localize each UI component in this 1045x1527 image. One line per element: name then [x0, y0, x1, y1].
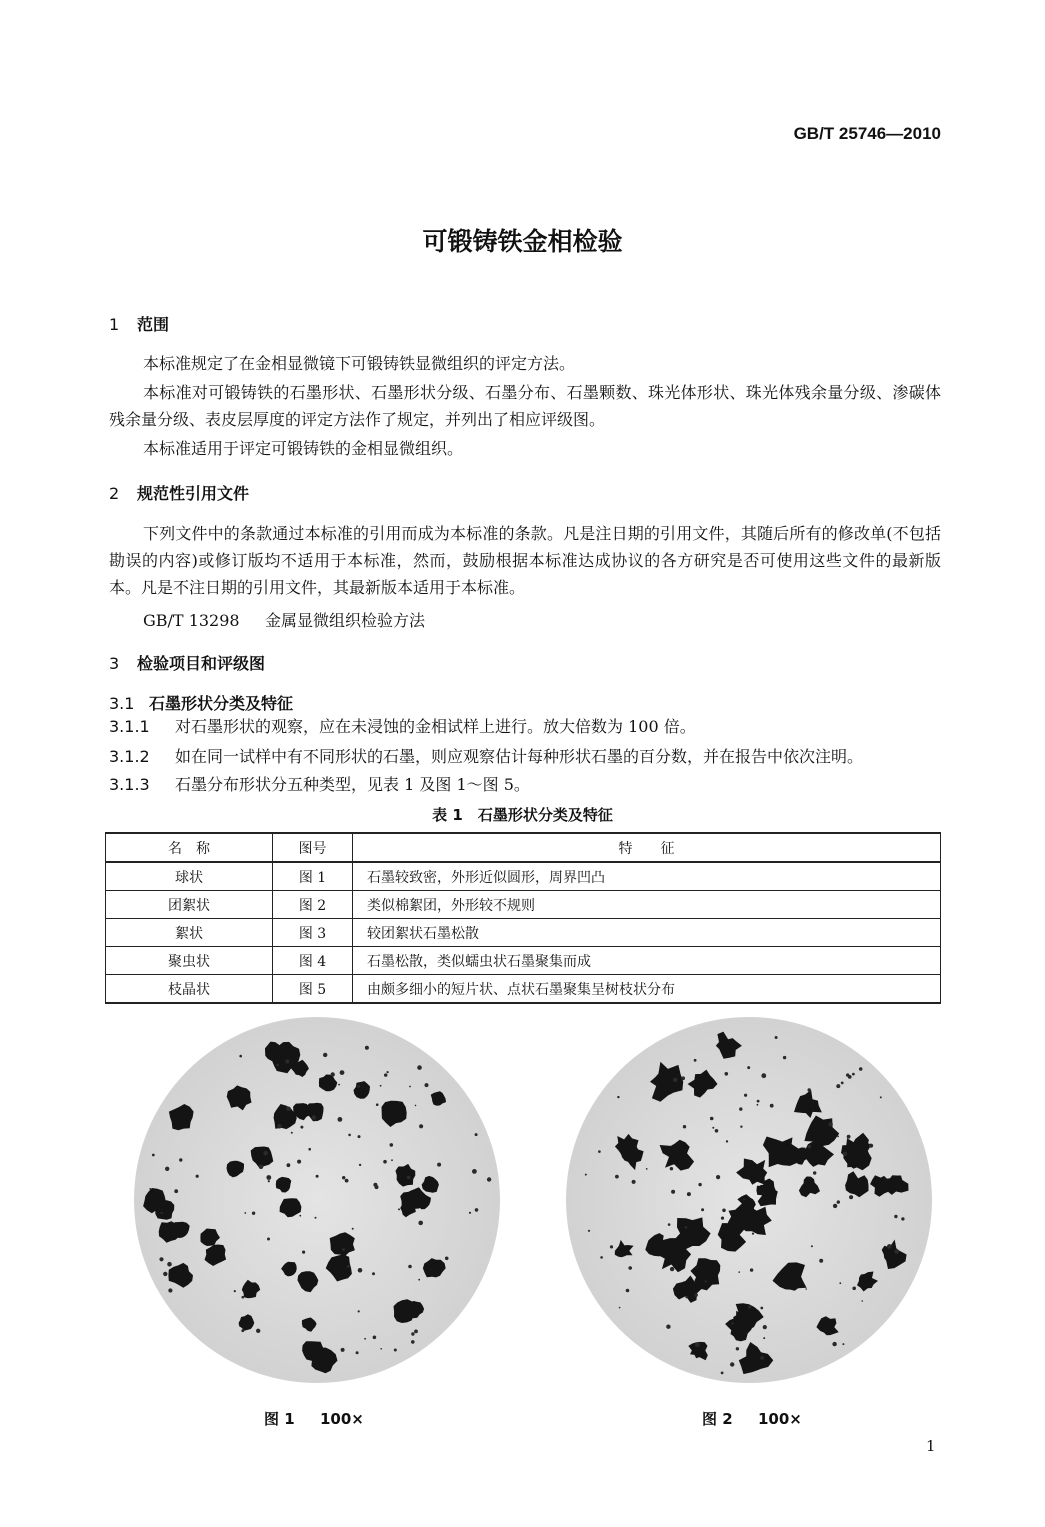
paragraph: 本标准对可锻铸铁的石墨形状、石墨形状分级、石墨分布、石墨颗数、珠光体形状、珠光体残余量分级、渗碳体残余量分级、表皮层厚度的评定方法作了规定，并列出了相应评级图。 [109, 383, 941, 429]
cell-name: 枝晶状 [106, 975, 273, 1004]
micrograph-temper-carbon-graphite [566, 1017, 932, 1383]
graphite-nodule [382, 1101, 407, 1127]
graphite-nodule [773, 1262, 807, 1290]
graphite-speck [763, 1325, 767, 1329]
graphite-speck [701, 1208, 704, 1211]
graphite-nodule [660, 1140, 695, 1171]
graphite-nodule [423, 1258, 446, 1277]
graphite-speck [414, 1330, 418, 1334]
graphite-speck [347, 1265, 350, 1268]
cell-figure: 图 3 [273, 919, 353, 947]
graphite-speck [685, 1226, 688, 1229]
graphite-speck [244, 1212, 246, 1214]
section-title: 规范性引用文件 [137, 484, 250, 503]
graphite-speck [373, 1183, 377, 1187]
graphite-speck [829, 1122, 833, 1126]
clause-text: 如在同一试样中有不同形状的石墨，则应观察估计每种形状石墨的百分数，并在报告中依次注明。 [175, 747, 864, 766]
graphite-speck [722, 1209, 726, 1213]
graphite-speck [750, 1268, 753, 1271]
graphite-speck [425, 1083, 429, 1087]
graphite-speck [694, 1059, 697, 1062]
graphite-nodule [716, 1032, 742, 1059]
column-header-feature: 特 征 [353, 833, 941, 862]
graphite-speck [760, 1356, 764, 1360]
graphite-speck [775, 1036, 778, 1039]
graphite-speck [323, 1053, 327, 1057]
column-header-name: 名 称 [106, 833, 273, 862]
graphite-speck [277, 1124, 282, 1129]
section-number: 3 [109, 654, 120, 673]
graphite-nodule [227, 1085, 252, 1110]
graphite-speck [418, 1279, 420, 1281]
graphite-speck [748, 1305, 751, 1308]
graphite-nodule [739, 1342, 774, 1374]
graphite-nodule [251, 1147, 274, 1168]
graphite-speck [739, 1107, 742, 1110]
graphite-speck [259, 1165, 264, 1170]
graphite-speck [179, 1158, 182, 1161]
graphite-speck [268, 1180, 270, 1182]
graphite-nodule [422, 1176, 439, 1193]
graphite-speck [168, 1288, 172, 1292]
section-title: 检验项目和评级图 [137, 654, 266, 673]
graphite-speck [819, 1259, 823, 1263]
graphite-nodule [319, 1075, 337, 1092]
graphite-speck [752, 1233, 754, 1235]
graphite-speck [407, 1176, 411, 1180]
section-3-heading [109, 651, 265, 674]
graphite-speck [671, 1190, 675, 1194]
graphite-speck [770, 1104, 774, 1108]
graphite-speck [276, 1064, 279, 1067]
cell-figure: 图 1 [273, 862, 353, 891]
figure-1-caption [264, 1408, 364, 1429]
section-number: 2 [109, 484, 120, 503]
graphite-speck [373, 1336, 377, 1340]
graphite-speck [598, 1150, 601, 1153]
graphite-speck [475, 1133, 478, 1136]
graphite-speck [408, 1265, 412, 1269]
graphite-speck [681, 1076, 685, 1080]
graphite-speck [297, 1160, 301, 1164]
cell-feature: 石墨松散，类似蠕虫状石墨聚集而成 [353, 947, 941, 975]
graphite-speck [808, 1145, 812, 1149]
graphite-speck [721, 1217, 724, 1220]
page-number: 1 [926, 1437, 936, 1455]
cell-name: 团絮状 [106, 891, 273, 919]
figure-2-caption [702, 1408, 802, 1429]
graphite-speck [670, 1267, 674, 1271]
graphite-nodule [326, 1254, 352, 1281]
graphite-nodule [845, 1171, 868, 1197]
graphite-speck [445, 1257, 449, 1261]
graphite-nodule [281, 1262, 297, 1277]
graphite-speck [285, 1060, 289, 1064]
graphite-nodule [239, 1314, 255, 1331]
graphite-speck [894, 1249, 899, 1254]
graphite-speck [380, 1348, 382, 1350]
graphite-speck [437, 1163, 441, 1167]
graphite-speck [380, 1085, 382, 1087]
clause-text: 对石墨形状的观察，应在未浸蚀的金相试样上进行。放大倍数为 100 倍。 [175, 717, 696, 736]
cell-feature: 石墨较致密，外形近似圆形，周界凹凸 [353, 862, 941, 891]
cell-figure: 图 2 [273, 891, 353, 919]
graphite-speck [880, 1096, 882, 1098]
graphite-speck [832, 1342, 836, 1346]
graphite-speck [417, 1065, 422, 1070]
graphite-nodule [650, 1062, 683, 1102]
graphite-speck [747, 1066, 750, 1069]
reference-code: GB/T 13298 [143, 611, 240, 630]
graphite-speck [364, 1338, 366, 1340]
graphite-speck [859, 1067, 863, 1071]
cell-name: 聚虫状 [106, 947, 273, 975]
graphite-speck [736, 1347, 739, 1350]
graphite-nodule [330, 1232, 355, 1256]
graphite-speck [394, 1349, 397, 1352]
graphite-speck [391, 1159, 393, 1161]
graphite-shape-table [105, 832, 941, 1004]
graphite-nodule [168, 1263, 193, 1288]
table-row [106, 947, 941, 975]
graphite-nodule [763, 1137, 799, 1168]
graphite-speck [808, 1088, 811, 1091]
graphite-speck [415, 1105, 417, 1107]
graphite-speck [716, 1175, 720, 1179]
table-row [106, 862, 941, 891]
graphite-speck [628, 1266, 632, 1270]
graphite-speck [419, 1124, 423, 1128]
graphite-speck [359, 1164, 361, 1166]
cell-feature: 由颇多细小的短片状、点状石墨聚集呈树枝状分布 [353, 975, 941, 1004]
graphite-speck [687, 1192, 691, 1196]
graphite-speck [390, 1143, 394, 1147]
graphite-speck [837, 1136, 839, 1138]
graphite-speck [646, 1168, 648, 1170]
graphite-speck [345, 1179, 349, 1183]
clause-3-1-2 [109, 743, 949, 770]
graphite-speck [626, 1289, 630, 1293]
graphite-speck [710, 1117, 714, 1121]
paragraph: 下列文件中的条款通过本标准的引用而成为本标准的条款。凡是注日期的引用文件，其随后所有的修改单(不包括勘误的内容)或修订版均不适用于本标准，然而，鼓励根据本标准达成协议的各方研究是否可使用这些文件的最新版本。凡是不注日期的引用文件，其最新版本适用于本标准。 [109, 524, 941, 597]
graphite-speck [763, 1337, 765, 1339]
graphite-speck [196, 1175, 199, 1178]
graphite-speck [715, 1129, 719, 1133]
table-row [106, 891, 941, 919]
graphite-speck [670, 1167, 673, 1170]
graphite-speck [357, 1085, 360, 1088]
graphite-speck [469, 1212, 471, 1214]
graphite-nodule [169, 1104, 194, 1130]
graphite-speck [163, 1272, 167, 1276]
graphite-speck [726, 1140, 728, 1142]
graphite-nodule [799, 1177, 820, 1198]
graphite-speck [338, 1117, 343, 1122]
graphite-nodule [431, 1091, 446, 1106]
graphite-speck [241, 1329, 244, 1332]
graphite-speck [843, 1152, 848, 1157]
graphite-speck [836, 1084, 840, 1088]
cell-figure: 图 4 [273, 947, 353, 975]
graphite-speck [894, 1215, 897, 1218]
graphite-speck [358, 1310, 360, 1312]
graphite-speck [698, 1183, 701, 1186]
graphite-speck [600, 1256, 603, 1259]
graphite-speck [266, 1175, 271, 1180]
graphite-nodule [794, 1090, 822, 1118]
column-header-figure: 图号 [273, 833, 353, 862]
graphite-speck [837, 1200, 840, 1203]
graphite-speck [757, 1100, 760, 1103]
graphite-speck [409, 1086, 411, 1088]
graphite-nodule [302, 1318, 317, 1332]
graphite-speck [308, 1148, 311, 1151]
cell-name: 球状 [106, 862, 273, 891]
section-2-heading [109, 481, 249, 504]
graphite-speck [475, 1208, 479, 1212]
clause-3-1-1 [109, 713, 949, 740]
graphite-speck [615, 1175, 619, 1179]
graphite-speck [887, 1244, 892, 1249]
graphite-speck [316, 1175, 319, 1178]
graphite-speck [149, 1188, 151, 1190]
graphite-speck [848, 1075, 852, 1079]
graphite-speck [418, 1221, 423, 1226]
document-title: 可锻铸铁金相检验 [422, 227, 623, 256]
cell-feature: 较团絮状石墨松散 [353, 919, 941, 947]
graphite-nodule [739, 1207, 771, 1235]
graphite-speck [472, 1169, 477, 1174]
graphite-speck [721, 1372, 724, 1375]
graphite-speck [331, 1072, 335, 1076]
graphite-speck [869, 1144, 873, 1148]
graphite-speck [387, 1071, 389, 1073]
graphite-speck [841, 1082, 844, 1085]
graphite-speck [740, 1126, 742, 1128]
graphite-speck [632, 1180, 636, 1184]
graphite-speck [239, 1055, 242, 1058]
graphite-speck [315, 1217, 317, 1219]
paragraph: 本标准规定了在金相显微镜下可锻铸铁显微组织的评定方法。 [143, 354, 576, 373]
graphite-speck [159, 1257, 163, 1261]
standard-number: GB/T 25746—2010 [793, 124, 941, 143]
normative-reference [143, 608, 425, 631]
graphite-speck [348, 1134, 351, 1137]
graphite-speck [234, 1290, 236, 1292]
graphite-speck [338, 1084, 340, 1086]
graphite-nodule [200, 1229, 220, 1247]
graphite-speck [398, 1208, 400, 1210]
table-row [106, 975, 941, 1004]
graphite-speck [365, 1046, 369, 1050]
graphite-speck [839, 1282, 841, 1284]
graphite-speck [356, 1351, 359, 1354]
graphite-speck [743, 1199, 745, 1201]
section-1-heading [109, 312, 169, 335]
graphite-speck [152, 1154, 155, 1157]
graphite-speck [383, 1160, 387, 1164]
subsection-3-1-heading [109, 691, 293, 714]
graphite-speck [852, 1287, 856, 1291]
graphite-speck [685, 1296, 688, 1299]
graphite-speck [242, 1296, 245, 1299]
graphite-speck [666, 1325, 670, 1329]
graphite-nodule [143, 1188, 166, 1213]
graphite-speck [411, 1340, 415, 1344]
graphite-speck [617, 1096, 619, 1098]
graphite-speck [299, 1215, 301, 1217]
clause-number: 3.1.3 [109, 775, 150, 794]
clause-3-1-3 [109, 771, 949, 798]
graphite-nodule [227, 1161, 245, 1178]
graphite-speck [376, 1103, 379, 1106]
table-row [106, 919, 941, 947]
graphite-speck [760, 1307, 763, 1310]
graphite-speck [610, 1245, 613, 1248]
graphite-speck [267, 1238, 270, 1241]
reference-title: 金属显微组织检验方法 [265, 611, 426, 630]
table-caption: 表 1 石墨形状分类及特征 [432, 806, 613, 824]
graphite-speck [342, 1248, 345, 1251]
graphite-speck [585, 1174, 587, 1176]
graphite-nodule [857, 1272, 878, 1292]
graphite-nodule [242, 1280, 260, 1298]
graphite-speck [312, 1115, 316, 1119]
graphite-speck [341, 1348, 345, 1352]
graphite-speck [811, 1245, 813, 1247]
graphite-nodule [280, 1198, 302, 1217]
subsection-number: 3.1 [109, 694, 135, 713]
graphite-speck [730, 1362, 734, 1366]
clause-text: 石墨分布形状分五种类型，见表 1 及图 1～图 5。 [175, 775, 530, 794]
graphite-speck [300, 1126, 303, 1129]
graphite-speck [263, 1151, 268, 1156]
graphite-speck [384, 1073, 387, 1076]
graphite-speck [862, 1300, 864, 1302]
graphite-nodule [688, 1070, 718, 1098]
graphite-speck [783, 1056, 786, 1059]
section-number: 1 [109, 315, 120, 334]
graphite-speck [588, 1230, 590, 1232]
graphite-speck [302, 1251, 305, 1254]
figure-magnification: 100× [320, 1410, 364, 1428]
graphite-speck [358, 1135, 361, 1138]
graphite-nodule [396, 1164, 416, 1187]
micrograph-spheroidal-graphite [134, 1017, 500, 1383]
graphite-speck [731, 1322, 733, 1324]
graphite-speck [683, 1125, 686, 1128]
graphite-speck [487, 1177, 491, 1181]
graphite-speck [744, 1094, 747, 1097]
graphite-speck [167, 1262, 172, 1267]
graphite-speck [849, 1195, 853, 1199]
graphite-speck [372, 1272, 375, 1275]
cell-name: 絮状 [106, 919, 273, 947]
graphite-speck [901, 1217, 904, 1220]
graphite-speck [805, 1288, 807, 1290]
graphite-speck [695, 1293, 698, 1296]
graphite-speck [712, 1127, 714, 1129]
graphite-speck [342, 1176, 345, 1179]
graphite-nodule [354, 1081, 371, 1099]
graphite-speck [358, 1268, 363, 1273]
graphite-speck [705, 1280, 707, 1282]
graphite-speck [668, 1223, 671, 1226]
graphite-speck [287, 1163, 291, 1167]
graphite-speck [842, 1343, 844, 1345]
graphite-speck [340, 1070, 345, 1075]
graphite-nodule [276, 1177, 292, 1193]
graphite-speck [352, 1228, 354, 1230]
graphite-nodule [205, 1245, 227, 1267]
graphite-nodule [298, 1271, 319, 1292]
graphite-speck [757, 1104, 759, 1106]
figure-magnification: 100× [758, 1410, 802, 1428]
graphite-speck [695, 1342, 700, 1347]
graphite-speck [833, 1204, 837, 1208]
section-title: 范围 [137, 315, 170, 334]
figure-label: 图 1 [264, 1410, 295, 1428]
graphite-speck [619, 1307, 621, 1309]
graphite-speck [161, 1212, 163, 1214]
graphite-speck [286, 1107, 291, 1112]
graphite-speck [738, 1271, 740, 1273]
graphite-speck [411, 1332, 414, 1335]
table-header-row [106, 833, 941, 862]
graphite-speck [847, 1135, 851, 1139]
cell-feature: 类似棉絮团，外形较不规则 [353, 891, 941, 919]
clause-number: 3.1.1 [109, 717, 150, 736]
graphite-speck [761, 1073, 766, 1078]
graphite-speck [252, 1212, 255, 1215]
graphite-nodule [882, 1240, 907, 1270]
subsection-title: 石墨形状分类及特征 [149, 694, 294, 713]
graphite-nodule [736, 1159, 767, 1185]
graphite-speck [174, 1189, 178, 1193]
cell-figure: 图 5 [273, 975, 353, 1004]
graphite-nodule [816, 1316, 838, 1335]
paragraph: 本标准适用于评定可锻铸铁的金相显微组织。 [143, 439, 464, 458]
graphite-speck [165, 1167, 169, 1171]
graphite-speck [291, 1132, 293, 1134]
graphite-speck [256, 1329, 260, 1333]
figure-label: 图 2 [702, 1410, 733, 1428]
graphite-nodule [615, 1240, 634, 1257]
clause-number: 3.1.2 [109, 747, 150, 766]
graphite-speck [725, 1072, 729, 1076]
graphite-speck [813, 1171, 816, 1174]
graphite-speck [673, 1078, 678, 1083]
graphite-speck [852, 1073, 855, 1076]
